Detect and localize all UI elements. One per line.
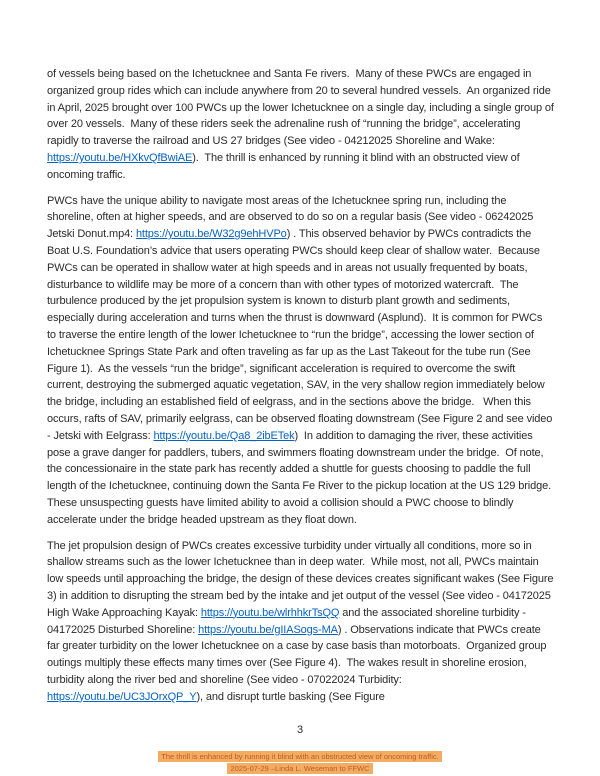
annotation-signature-highlighted: 2025-07-29 –Linda L. Weseman to FFWC bbox=[227, 763, 372, 774]
hyperlink[interactable]: https://youtu.be/HXkvQfBwiAE bbox=[47, 151, 193, 164]
annotation-line bbox=[0, 763, 600, 774]
document-body bbox=[47, 66, 557, 714]
text-run: and the associated shoreline turbidity - 04172025 Disturbed Shoreline: bbox=[47, 606, 529, 636]
page-number: 3 bbox=[296, 724, 304, 736]
hyperlink[interactable]: https://youtu.be/W32g9ehHVPo bbox=[135, 228, 287, 241]
text-run: ) In addition to damaging the river, these activities pose a grave danger for paddlers, tubers, and swimmers floating downstream under the bridge. Of note, the concessionaire in the state park has recently added a shuttle for guests choosing to paddle the full length of the Ichetucknee, continuing down the Santa Fe River to the pickup location at the US 129 bridge. These unsuspecting guests have limited ability to avoid a collision should a PWC choose to blindly accelerate under the bridge headed upstream as they float down. bbox=[47, 429, 557, 526]
text-run: ), and disrupt turtle basking (See Figure bbox=[196, 690, 385, 703]
text-run: ) . Observations indicate that PWCs create far greater turbidity on the lower Ichetucknee on a case by case basis than motorboats. Organized group outings multiply these effects many times over (See Figure 4). The wakes result in shoreline erosion, turbidity along the river bed and shoreline (See video - 07022024 Turbidity: bbox=[47, 623, 550, 686]
hyperlink[interactable]: https://youtu.be/UC3JOrxQP_Y bbox=[47, 690, 197, 703]
hyperlink[interactable]: https://youtu.be/wlrhhkrTsQQ bbox=[200, 606, 340, 619]
text-run: The jet propulsion design of PWCs creates excessive turbidity under virtually all conditions, more so in shallow streams such as the lower Ichetucknee than in deep water. While most, not all, PWCs maintain low speeds until approaching the bridge, the design of these devices creates significant wakes (See Figure 3) in addition to disrupting the stream bed by the intake and jet output of the vessel (See video - 04172025 High Wake Approaching Kayak: bbox=[47, 539, 557, 619]
text-run: of vessels being based on the Ichetucknee and Santa Fe rivers. Many of these PWCs are engaged in organized group rides which can include anywhere from 20 to several hundred vessels. An organized ride in April, 2025 brought over 100 PWCs up the lower Ichetucknee on a single day, including a single group of over 20 vessels. Many of these riders seek the adrenaline rush of “running the bridge”, accelerating rapidly to traverse the railroad and US 27 bridges (See video - 04212025 Shoreline and Wake: bbox=[47, 68, 557, 148]
hyperlink[interactable]: https://youtu.be/gIIASogs-MA bbox=[198, 623, 338, 636]
text-run: ). The thrill is enhanced by running it blind with an obstructed view of oncoming traffic. bbox=[47, 151, 523, 181]
text-run: ) . This observed behavior by PWCs contradicts the Boat U.S. Foundation’s advice that users operating PWCs should keep clear of shallow water. Because PWCs can be operated in shallow water at high speeds and in areas not usually frequented by boats, disturbance to wildlife may be more of a concern than with other types of motorized watercraft. The turbulence produced by the jet propulsion system is known to disturb plant growth and sediments, especially during acceleration and turns when the thrust is downward (Asplund). It is common for PWCs to traverse the entire length of the lower Ichetucknee to “run the bridge”, accessing the lower section of Ichetucknee Springs State Park and often traveling as far up as the Last Takeout for the tube run (See Figure 1). As the vessels “run the bridge”, significant acceleration is required to overcome the swift current, destroying the submerged aquatic vegetation, SAV, in the very shallow region immediately below the bridge, including an established field of eelgrass, and in the sections above the bridge. When this occurs, rafts of SAV, primarily eelgrass, can be observed floating downstream (See Figure 2 and see video - Jetski with Eelgrass: bbox=[47, 228, 556, 442]
paragraph bbox=[47, 66, 557, 184]
paragraph bbox=[47, 193, 557, 529]
annotation-line bbox=[0, 751, 600, 762]
text-run: PWCs have the unique ability to navigate most areas of the Ichetucknee spring run, including the shoreline, often at higher speeds, and are observed to do so on a regular basis (See video - 06242025 Jetski Donut.mp4: bbox=[47, 194, 537, 241]
annotation bbox=[0, 751, 600, 775]
annotation-text-highlighted: The thrill is enhanced by running it blind with an obstructed view of oncoming traffic. bbox=[158, 751, 442, 762]
hyperlink[interactable]: https://youtu.be/Qa8_2ibETek bbox=[153, 429, 295, 442]
paragraph bbox=[47, 538, 557, 706]
